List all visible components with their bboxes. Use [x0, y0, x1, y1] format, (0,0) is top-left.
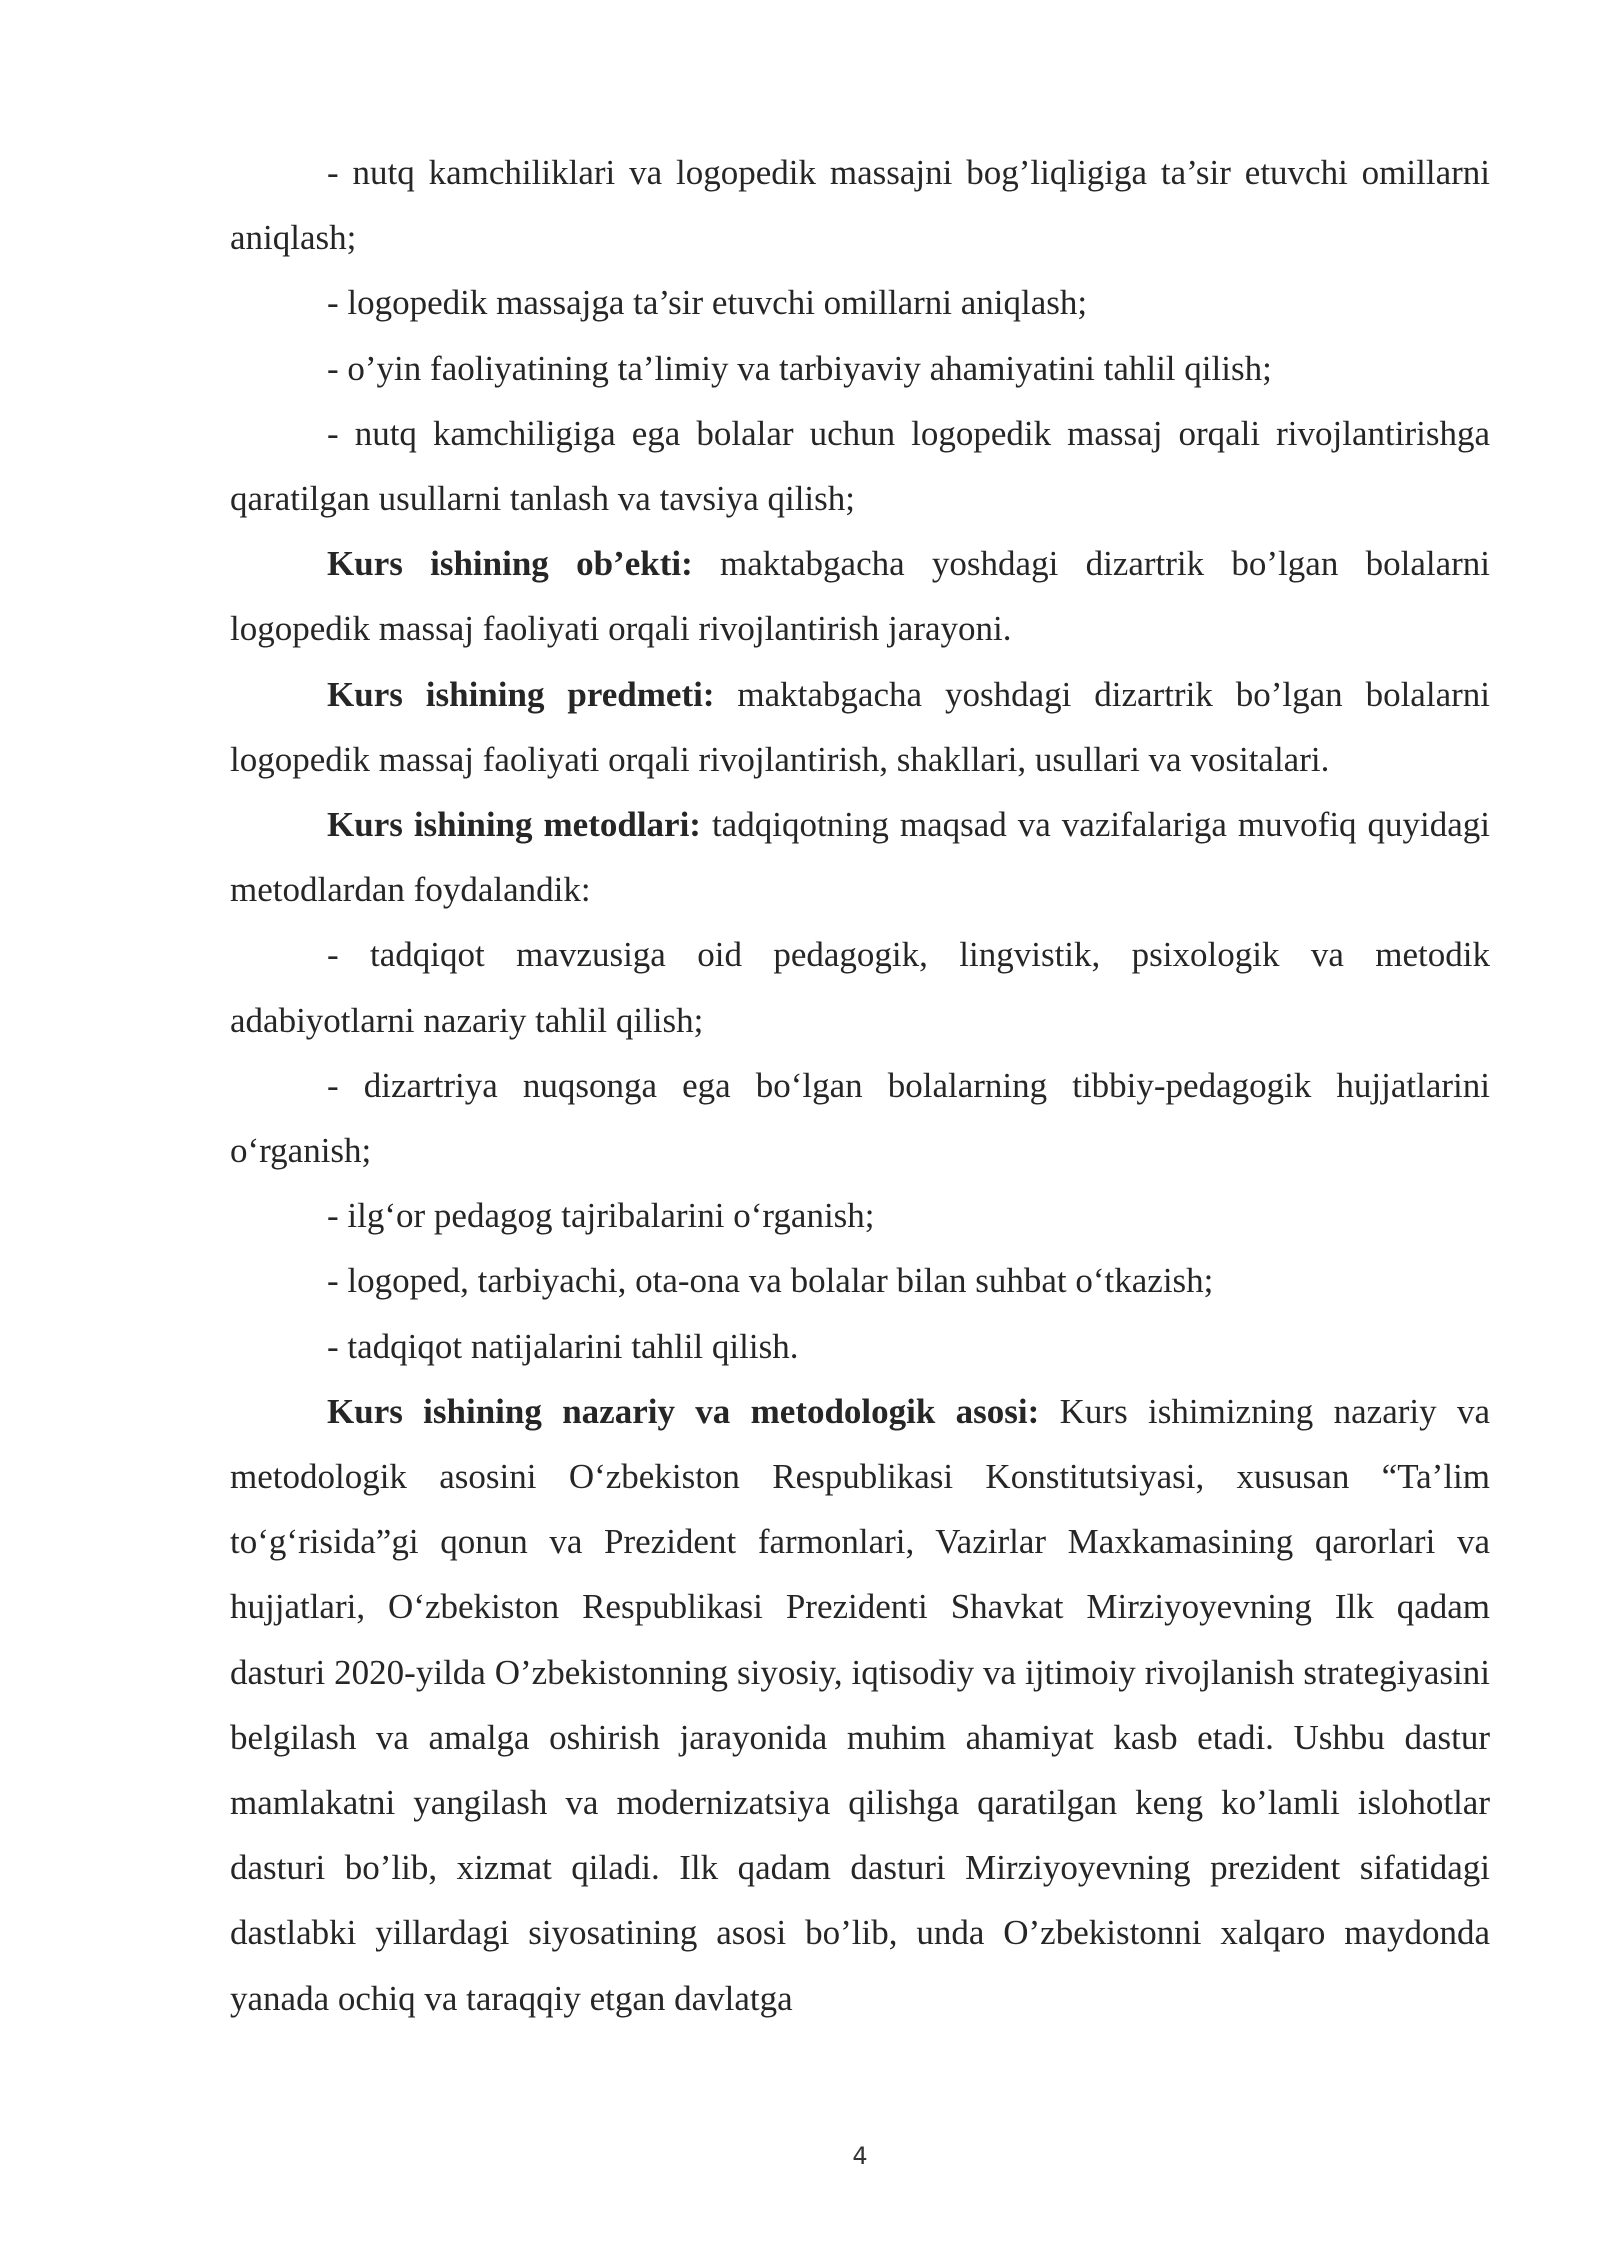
section-theoretical-basis: [230, 1379, 1490, 2031]
section-heading: Kurs ishining predmeti:: [327, 674, 715, 714]
list-item-literature-analysis: [230, 922, 1490, 1052]
page-number: 4: [852, 2142, 868, 2170]
section-heading: Kurs ishining ob’ekti:: [327, 544, 693, 584]
page-body: [230, 140, 1490, 2031]
paragraph-text: - nutq kamchiligiga ega bolalar uchun logopedik massaj orqali rivojlantirishga qaratilgan usullarni tanlash va tavsiya qilish;: [230, 413, 1490, 519]
list-item-interviews: [230, 1248, 1490, 1313]
list-item-speech-defects-factors: [230, 140, 1490, 270]
section-heading: Kurs ishining nazariy va metodologik asosi:: [327, 1391, 1040, 1431]
section-object: [230, 531, 1490, 661]
list-item-results-analysis: [230, 1314, 1490, 1379]
list-item-game-activity: [230, 336, 1490, 401]
paragraph-text: maktabgacha yoshdagi dizartrik bo’lgan bolalarni logopedik massaj faoliyati orqali rivojlantirish, shakllari, usullari va vositalari.: [230, 674, 1490, 779]
paragraph-text: maktabgacha yoshdagi dizartrik bo’lgan bolalarni logopedik massaj faoliyati orqali rivojlantirish jarayoni.: [230, 544, 1490, 649]
section-subject: [230, 662, 1490, 792]
paragraph-text: - dizartriya nuqsonga ega bo‘lgan bolalarning tibbiy-pedagogik hujjatlarini o‘rganish;: [230, 1065, 1490, 1171]
list-item-medical-documents: [230, 1053, 1490, 1183]
paragraph-text: - logoped, tarbiyachi, ota-ona va bolalar bilan suhbat o‘tkazish;: [327, 1261, 1214, 1301]
section-heading: Kurs ishining metodlari:: [327, 805, 701, 845]
paragraph-text: - nutq kamchiliklari va logopedik massajni bog’liqligiga ta’sir etuvchi omillarni aniqlash;: [230, 153, 1490, 258]
list-item-massage-factors: [230, 270, 1490, 335]
list-item-methods-selection: [230, 401, 1490, 531]
paragraph-text: tadqiqotning maqsad va vazifalariga muvofiq quyidagi metodlardan foydalandik:: [230, 805, 1491, 910]
paragraph-text: - tadqiqot mavzusiga oid pedagogik, lingvistik, psixologik va metodik adabiyotlarni nazariy tahlil qilish;: [230, 935, 1490, 1040]
paragraph-text: - logopedik massajga ta’sir etuvchi omillarni aniqlash;: [327, 283, 1088, 323]
paragraph-text: - o’yin faoliyatining ta’limiy va tarbiyaviy ahamiyatini tahlil qilish;: [327, 348, 1272, 388]
section-methods: [230, 792, 1490, 922]
paragraph-text: Kurs ishimizning nazariy va metodologik asosini O‘zbekiston Respublikasi Konstitutsiyasi, xususan “Ta’lim to‘g‘risida”gi qonun va Prezident farmonlari, Vazirlar Maxkamasining qarorlari va hujjatlari, O‘zbekiston Respublikasi Prezidenti Shavkat Mirziyoyevning Ilk qadam dasturi 2020-yilda O’zbekistonning siyosiy, iqtisodiy va ijtimoiy rivojlanish strategiyasini belgilash va amalga oshirish jarayonida muhim ahamiyat kasb etadi. Ushbu dastur mamlakatni yangilash va modernizatsiya qilishga qaratilgan keng ko’lamli islohotlar dasturi bo’lib, xizmat qiladi. Ilk qadam dasturi Mirziyoyevning prezident sifatidagi dastlabki yillardagi siyosatining asosi bo’lib, unda O’zbekistonni xalqaro maydonda yanada ochiq va taraqqiy etgan davlatga: [230, 1391, 1490, 2018]
list-item-advanced-experience: [230, 1183, 1490, 1248]
paragraph-text: - tadqiqot natijalarini tahlil qilish.: [327, 1326, 799, 1366]
paragraph-text: - ilg‘or pedagog tajribalarini o‘rganish;: [327, 1196, 875, 1236]
